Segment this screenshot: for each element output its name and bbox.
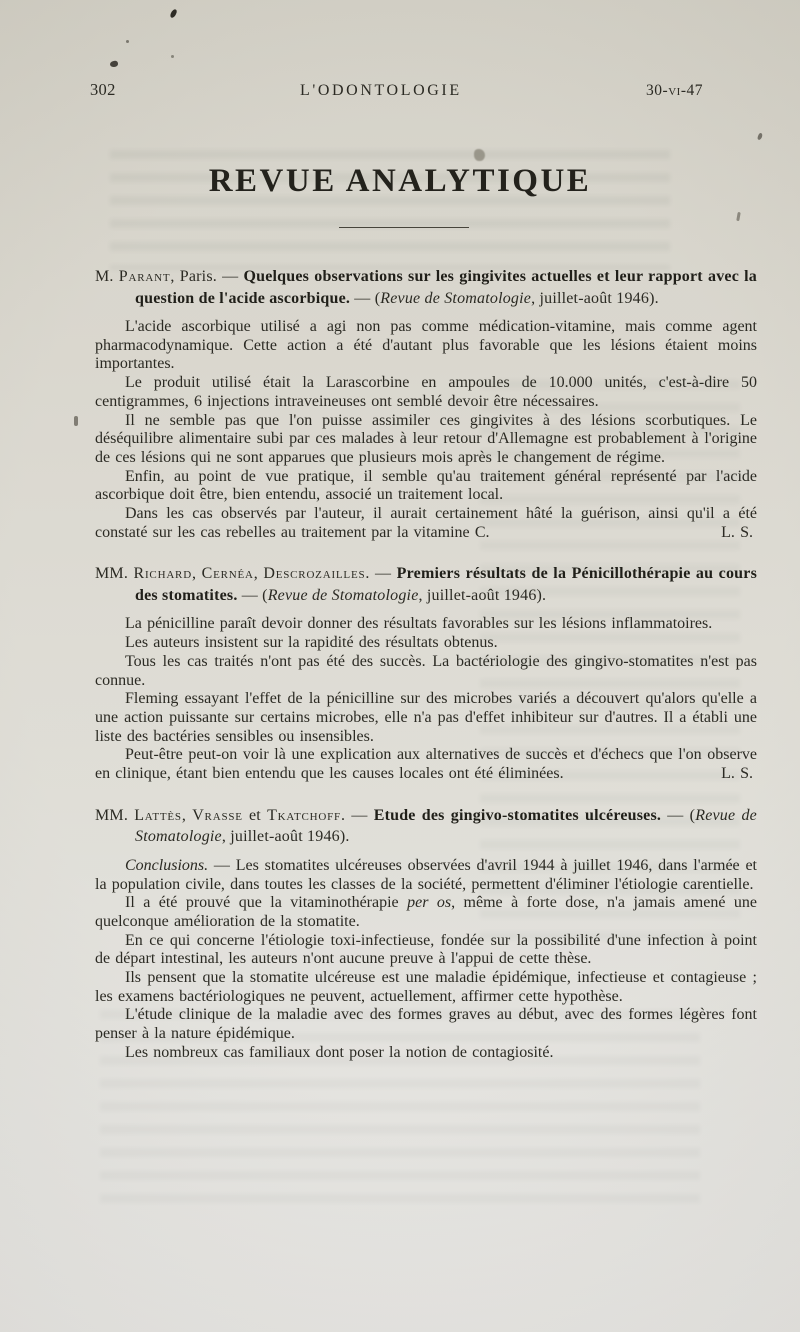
article-heading: M. Parant, Paris. — Quelques observations sur les gingivites actuelles et leur rapport avec la question de l'acide ascorbique. — (Revue de Stomatologie, juillet-août 1946). xyxy=(95,268,758,307)
conclusions-lead: Conclusions. xyxy=(125,856,209,874)
page-title: REVUE ANALYTIQUE xyxy=(208,163,592,199)
scan-artifact xyxy=(74,416,78,426)
signature: L. S. xyxy=(721,523,753,541)
journal-reference: Revue de Stomatologie xyxy=(267,586,419,604)
author-name: Vrasse xyxy=(192,806,243,824)
author-name: Tkatchoff xyxy=(267,806,341,824)
signature: L. S. xyxy=(721,765,753,783)
paragraph: L'étude clinique de la maladie avec des formes graves au début, avec des formes légères font penser à la nature épidémique. xyxy=(95,1006,757,1043)
scan-artifact xyxy=(757,133,763,141)
paragraph: Les auteurs insistent sur la rapidité des résultats obtenus. xyxy=(125,634,498,652)
title-divider xyxy=(339,227,469,228)
paragraph: Peut-être peut-on voir là une explication aux alternatives de succès et d'échecs que l'on observe en clinique, étant bien entendu que les causes locales ont été éliminées. xyxy=(95,746,757,783)
article-heading: MM. Lattès, Vrasse et Tkatchoff. — Etude des gingivo-stomatites ulcéreuses. — (Revue de Stomatologie, juillet-août 1946). xyxy=(95,806,757,846)
latin-phrase: per os xyxy=(407,894,452,912)
paragraph: Conclusions. — Les stomatites ulcéreuses observées d'avril 1944 à juillet 1946, dans l'armée et la population civile, dans toutes les classes de la société, permettent d'éliminer l'étiologie carentielle. xyxy=(95,856,757,893)
scan-artifact xyxy=(109,60,118,68)
paragraph: La pénicilline paraît devoir donner des résultats favorables sur les lésions inflammatoires. xyxy=(125,615,713,633)
author-name: Richard xyxy=(133,565,192,583)
scan-artifact xyxy=(171,55,174,58)
article-lattes-vrasse-tkatchoff xyxy=(95,805,757,1063)
scan-artifact xyxy=(736,212,741,221)
issue-date: 30-vi-47 xyxy=(646,82,703,99)
paragraph: Il a été prouvé que la vitaminothérapie per os, même à forte dose, n'a jamais amené une quelconque amélioration de la stomatite. xyxy=(95,894,757,930)
paragraph: Ils pensent que la stomatite ulcéreuse est une maladie épidémique, infectieuse et contagieuse ; les examens bactériologiques ne peuvent, actuellement, affirmer cette hypothèse. xyxy=(95,969,757,1005)
paragraph: Il ne semble pas que l'on puisse assimiler ces gingivites à des lésions scorbutiques. Le déséquilibre alimentaire subi par ces malades à leur retour d'Allemagne est probablement à l'origine de ces lésions qui ne sont apparues que plusieurs mois après le changement de régime. xyxy=(95,411,757,466)
journal-reference: Revue de Stomatologie xyxy=(135,806,757,846)
paragraph: Enfin, au point de vue pratique, il semble qu'au traitement général représenté par l'acide ascorbique doit être, bien entendu, associé un traitement local. xyxy=(95,467,757,504)
article-richard-cernea-descrozailles xyxy=(95,563,757,783)
author-name: Cernéa xyxy=(201,565,254,583)
author-name: Descrozailles xyxy=(263,565,366,583)
page-number: 302 xyxy=(90,80,116,99)
author-name: Parant xyxy=(118,268,171,285)
paragraph: Tous les cas traités n'ont pas été des succès. La bactériologie des gingivo-stomatites n'est pas connue. xyxy=(95,652,757,689)
paragraph: Fleming essayant l'effet de la pénicilline sur des microbes variés a découvert qu'alors qu'elle a une action puissante sur certains microbes, elle n'a pas d'effet inhibiteur sur d'autres. Il a établi une liste des bactéries sensibles ou insensibles. xyxy=(95,690,757,745)
scan-artifact xyxy=(126,40,129,43)
paragraph: Le produit utilisé était la Larascorbine en ampoules de 10.000 unités, c'est-à-dire 50 centigrammes, 6 injections intraveineuses ont semblé devoir être nécessaires. xyxy=(95,374,757,410)
scan-artifact xyxy=(474,149,485,161)
paragraph: L'acide ascorbique utilisé a agi non pas comme médication-vitamine, mais comme agent pharmacodynamique. Cette action a été d'autant plus favorable que les lésions étaient moins importantes. xyxy=(95,318,757,373)
page-content xyxy=(95,266,757,1063)
paragraph: En ce qui concerne l'étiologie toxi-infectieuse, fondée sur la possibilité d'une infection à point de départ intestinal, les auteurs n'ont aucune preuve à l'appui de cette thèse. xyxy=(95,931,757,968)
paragraph: Dans les cas observés par l'auteur, il aurait certainement hâté la guérison, ainsi qu'il a été constaté sur les cas rebelles au traitement par la vitamine C. xyxy=(95,505,757,541)
running-head xyxy=(90,80,703,100)
article-title: Etude des gingivo-stomatites ulcéreuses. xyxy=(373,806,662,824)
paragraph: Les nombreux cas familiaux dont poser la notion de contagiosité. xyxy=(125,1043,554,1061)
article-title: Quelques observations sur les gingivites actuelles et leur rapport avec la question de l'acide ascorbique. xyxy=(135,268,758,307)
journal-reference: Revue de Stomatologie xyxy=(380,289,532,307)
article-parant xyxy=(95,266,757,542)
article-heading: MM. Richard, Cernéa, Descrozailles. — Premiers résultats de la Pénicillothérapie au cours des stomatites. — (Revue de Stomatologie, juillet-août 1946). xyxy=(95,565,757,604)
journal-title: L'ODONTOLOGIE xyxy=(300,82,462,99)
article-title: Premiers résultats de la Pénicillothérapie au cours des stomatites. xyxy=(135,565,757,604)
scan-artifact xyxy=(169,8,177,18)
author-name: Lattès xyxy=(134,806,182,824)
